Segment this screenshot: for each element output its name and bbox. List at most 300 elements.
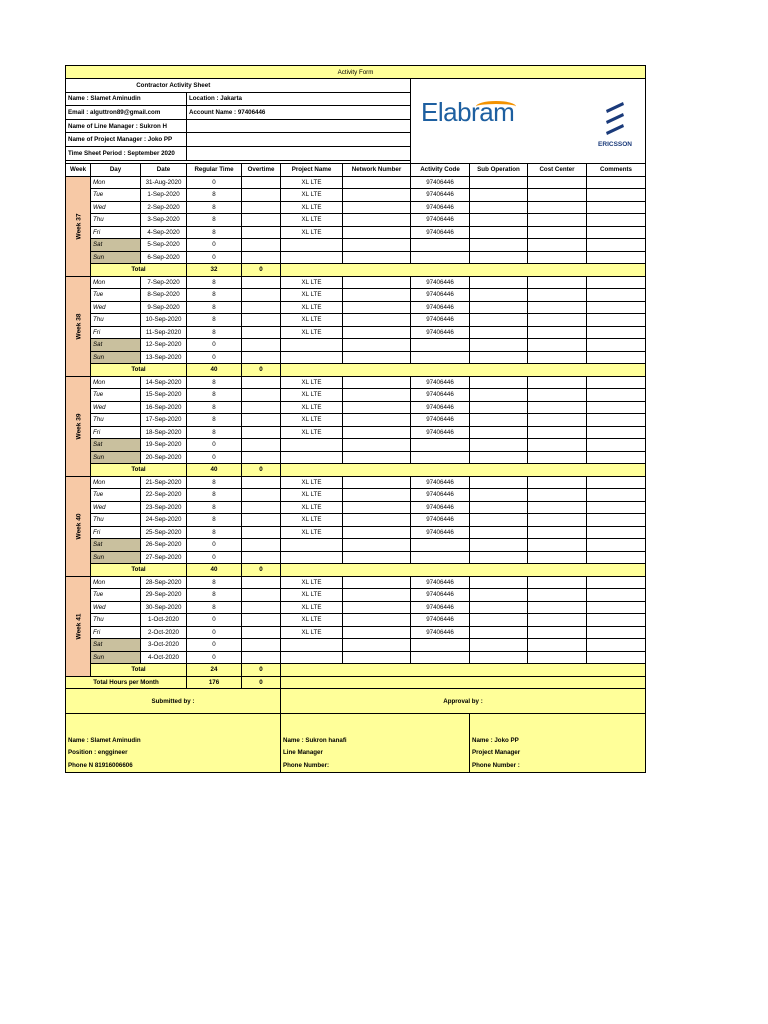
- date-cell: 6-Sep-2020: [141, 251, 187, 264]
- total-filler: [281, 464, 646, 477]
- day-cell: Thu: [91, 214, 141, 227]
- activity-code-cell: [411, 351, 470, 364]
- date-cell: 4-Oct-2020: [141, 651, 187, 664]
- column-header: Cost Center: [528, 164, 587, 177]
- signatory-position: Line Manager: [283, 749, 323, 756]
- project-name-cell: XL LTE: [281, 626, 343, 639]
- comments-cell: [587, 276, 646, 289]
- total-label: Total: [91, 264, 187, 277]
- sub-operation-cell: [470, 214, 528, 227]
- activity-code-cell: 97406446: [411, 389, 470, 402]
- network-number-cell: [343, 576, 411, 589]
- table-row: [66, 201, 646, 214]
- project-name-cell: XL LTE: [281, 289, 343, 302]
- comments-cell: [587, 176, 646, 189]
- cost-center-cell: [528, 214, 587, 227]
- comments-cell: [587, 451, 646, 464]
- table-row: [66, 651, 646, 664]
- network-number-cell: [343, 226, 411, 239]
- project-name-cell: [281, 451, 343, 464]
- sub-operation-cell: [470, 614, 528, 627]
- activity-code-cell: 97406446: [411, 301, 470, 314]
- week-label: Week 39: [66, 376, 91, 476]
- overtime-cell: [242, 451, 281, 464]
- overtime-cell: [242, 214, 281, 227]
- table-row: [66, 189, 646, 202]
- table-row: [66, 626, 646, 639]
- network-number-cell: [343, 401, 411, 414]
- comments-cell: [587, 201, 646, 214]
- overtime-cell: [242, 239, 281, 252]
- project-name-cell: XL LTE: [281, 176, 343, 189]
- project-name-cell: XL LTE: [281, 414, 343, 427]
- signatory-submitter: [66, 714, 281, 773]
- sub-operation-cell: [470, 589, 528, 602]
- comments-cell: [587, 214, 646, 227]
- network-number-cell: [343, 451, 411, 464]
- day-cell: Mon: [91, 176, 141, 189]
- sub-operation-cell: [470, 226, 528, 239]
- total-regular-time: 24: [187, 664, 242, 677]
- regular-time-cell: 0: [187, 239, 242, 252]
- submitted-by-label: Submitted by :: [66, 689, 281, 714]
- cost-center-cell: [528, 251, 587, 264]
- comments-cell: [587, 326, 646, 339]
- table-row: [66, 614, 646, 627]
- network-number-cell: [343, 276, 411, 289]
- sub-operation-cell: [470, 539, 528, 552]
- overtime-cell: [242, 639, 281, 652]
- overtime-cell: [242, 314, 281, 327]
- activity-code-cell: [411, 439, 470, 452]
- cost-center-cell: [528, 501, 587, 514]
- comments-cell: [587, 589, 646, 602]
- day-cell: Fri: [91, 626, 141, 639]
- cost-center-cell: [528, 589, 587, 602]
- overtime-cell: [242, 526, 281, 539]
- week-label: Week 38: [66, 276, 91, 376]
- regular-time-cell: 0: [187, 651, 242, 664]
- network-number-cell: [343, 539, 411, 552]
- network-number-cell: [343, 201, 411, 214]
- activity-code-cell: 97406446: [411, 626, 470, 639]
- project-name-cell: [281, 251, 343, 264]
- column-header: Project Name: [281, 164, 343, 177]
- table-row: [66, 551, 646, 564]
- network-number-cell: [343, 439, 411, 452]
- day-cell: Wed: [91, 501, 141, 514]
- network-number-cell: [343, 476, 411, 489]
- day-cell: Wed: [91, 401, 141, 414]
- network-number-cell: [343, 176, 411, 189]
- overtime-cell: [242, 301, 281, 314]
- network-number-cell: [343, 639, 411, 652]
- comments-cell: [587, 226, 646, 239]
- activity-code-cell: 97406446: [411, 326, 470, 339]
- date-cell: 25-Sep-2020: [141, 526, 187, 539]
- network-number-cell: [343, 301, 411, 314]
- network-number-cell: [343, 314, 411, 327]
- table-row: [66, 589, 646, 602]
- total-label: Total: [91, 464, 187, 477]
- network-number-cell: [343, 414, 411, 427]
- regular-time-cell: 8: [187, 314, 242, 327]
- cost-center-cell: [528, 314, 587, 327]
- date-cell: 14-Sep-2020: [141, 376, 187, 389]
- week-label: Week 37: [66, 176, 91, 276]
- cost-center-cell: [528, 601, 587, 614]
- table-row: [66, 451, 646, 464]
- comments-cell: [587, 489, 646, 502]
- overtime-cell: [242, 289, 281, 302]
- date-cell: 11-Sep-2020: [141, 326, 187, 339]
- project-name-cell: [281, 351, 343, 364]
- table-row: [66, 514, 646, 527]
- activity-code-cell: [411, 651, 470, 664]
- project-name-cell: XL LTE: [281, 326, 343, 339]
- table-row: [66, 239, 646, 252]
- project-name-cell: XL LTE: [281, 576, 343, 589]
- date-cell: 28-Sep-2020: [141, 576, 187, 589]
- network-number-cell: [343, 351, 411, 364]
- sub-operation-cell: [470, 376, 528, 389]
- comments-cell: [587, 626, 646, 639]
- overtime-cell: [242, 426, 281, 439]
- network-number-cell: [343, 601, 411, 614]
- network-number-cell: [343, 251, 411, 264]
- regular-time-cell: 8: [187, 276, 242, 289]
- table-row: [66, 276, 646, 289]
- total-overtime: 0: [242, 264, 281, 277]
- column-header: Activity Code: [411, 164, 470, 177]
- week-total-row: [66, 664, 646, 677]
- week-total-row: [66, 464, 646, 477]
- table-row: [66, 426, 646, 439]
- table-row: [66, 476, 646, 489]
- project-manager-field: Name of Project Manager : Joko PP: [66, 133, 187, 147]
- project-name-cell: XL LTE: [281, 301, 343, 314]
- sub-operation-cell: [470, 414, 528, 427]
- sub-operation-cell: [470, 401, 528, 414]
- date-cell: 12-Sep-2020: [141, 339, 187, 352]
- activity-code-cell: [411, 539, 470, 552]
- signatory-phone: Phone Number :: [472, 761, 520, 769]
- day-cell: Sun: [91, 551, 141, 564]
- cost-center-cell: [528, 539, 587, 552]
- regular-time-cell: 8: [187, 589, 242, 602]
- day-cell: Sun: [91, 651, 141, 664]
- regular-time-cell: 8: [187, 576, 242, 589]
- cost-center-cell: [528, 176, 587, 189]
- table-row: [66, 251, 646, 264]
- project-name-cell: XL LTE: [281, 526, 343, 539]
- regular-time-cell: 0: [187, 639, 242, 652]
- project-name-cell: XL LTE: [281, 514, 343, 527]
- cost-center-cell: [528, 326, 587, 339]
- cost-center-cell: [528, 239, 587, 252]
- table-row: [66, 326, 646, 339]
- regular-time-cell: 8: [187, 401, 242, 414]
- cost-center-cell: [528, 276, 587, 289]
- cost-center-cell: [528, 639, 587, 652]
- table-row: [66, 601, 646, 614]
- day-cell: Tue: [91, 589, 141, 602]
- day-cell: Tue: [91, 489, 141, 502]
- regular-time-cell: 8: [187, 526, 242, 539]
- network-number-cell: [343, 489, 411, 502]
- comments-cell: [587, 476, 646, 489]
- total-label: Total: [91, 564, 187, 577]
- cost-center-cell: [528, 576, 587, 589]
- column-header: Regular Time: [187, 164, 242, 177]
- signatory-name: Name : Sukron hanafi: [283, 736, 347, 744]
- day-cell: Wed: [91, 201, 141, 214]
- regular-time-cell: 0: [187, 551, 242, 564]
- activity-code-cell: 97406446: [411, 426, 470, 439]
- day-cell: Mon: [91, 276, 141, 289]
- cost-center-cell: [528, 351, 587, 364]
- date-cell: 29-Sep-2020: [141, 589, 187, 602]
- sub-operation-cell: [470, 339, 528, 352]
- column-header: Week: [66, 164, 91, 177]
- column-header: Date: [141, 164, 187, 177]
- network-number-cell: [343, 389, 411, 402]
- table-row: [66, 376, 646, 389]
- date-cell: 3-Oct-2020: [141, 639, 187, 652]
- table-row: [66, 501, 646, 514]
- name-field: Name : Slamet Aminudin: [66, 92, 187, 106]
- overtime-cell: [242, 589, 281, 602]
- sub-operation-cell: [470, 176, 528, 189]
- regular-time-cell: 0: [187, 339, 242, 352]
- comments-cell: [587, 576, 646, 589]
- network-number-cell: [343, 376, 411, 389]
- column-header: Sub Operation: [470, 164, 528, 177]
- date-cell: 5-Sep-2020: [141, 239, 187, 252]
- signatory-name: Name : Slamet Aminudin: [68, 736, 141, 744]
- table-row: [66, 176, 646, 189]
- day-cell: Fri: [91, 526, 141, 539]
- activity-code-cell: 97406446: [411, 414, 470, 427]
- network-number-cell: [343, 501, 411, 514]
- sheet-title: Contractor Activity Sheet: [66, 79, 281, 93]
- date-cell: 7-Sep-2020: [141, 276, 187, 289]
- email-field: Email : alguttron89@gmail.com: [66, 106, 187, 120]
- project-name-cell: [281, 651, 343, 664]
- column-header: Day: [91, 164, 141, 177]
- overtime-cell: [242, 276, 281, 289]
- project-name-cell: [281, 339, 343, 352]
- project-name-cell: [281, 539, 343, 552]
- sub-operation-cell: [470, 551, 528, 564]
- project-name-cell: [281, 551, 343, 564]
- comments-cell: [587, 614, 646, 627]
- comments-cell: [587, 189, 646, 202]
- project-name-cell: XL LTE: [281, 614, 343, 627]
- project-name-cell: XL LTE: [281, 314, 343, 327]
- comments-cell: [587, 239, 646, 252]
- date-cell: 30-Sep-2020: [141, 601, 187, 614]
- day-cell: Tue: [91, 289, 141, 302]
- day-cell: Sat: [91, 639, 141, 652]
- total-regular-time: 40: [187, 464, 242, 477]
- overtime-cell: [242, 476, 281, 489]
- sub-operation-cell: [470, 239, 528, 252]
- sub-operation-cell: [470, 301, 528, 314]
- overtime-cell: [242, 201, 281, 214]
- comments-cell: [587, 551, 646, 564]
- network-number-cell: [343, 651, 411, 664]
- total-regular-time: 32: [187, 264, 242, 277]
- column-header-row: [66, 164, 646, 177]
- table-row: [66, 576, 646, 589]
- cost-center-cell: [528, 651, 587, 664]
- regular-time-cell: 8: [187, 189, 242, 202]
- table-row: [66, 439, 646, 452]
- regular-time-cell: 8: [187, 426, 242, 439]
- day-cell: Sat: [91, 239, 141, 252]
- signatory-name: Name : Joko PP: [472, 736, 519, 744]
- day-cell: Wed: [91, 601, 141, 614]
- activity-code-cell: [411, 451, 470, 464]
- cost-center-cell: [528, 339, 587, 352]
- network-number-cell: [343, 526, 411, 539]
- regular-time-cell: 8: [187, 326, 242, 339]
- total-overtime: 0: [242, 564, 281, 577]
- comments-cell: [587, 389, 646, 402]
- sub-operation-cell: [470, 489, 528, 502]
- sub-operation-cell: [470, 476, 528, 489]
- column-header: Network Number: [343, 164, 411, 177]
- cost-center-cell: [528, 439, 587, 452]
- day-cell: Tue: [91, 389, 141, 402]
- date-cell: 26-Sep-2020: [141, 539, 187, 552]
- regular-time-cell: 8: [187, 376, 242, 389]
- table-row: [66, 351, 646, 364]
- overtime-cell: [242, 501, 281, 514]
- project-name-cell: XL LTE: [281, 376, 343, 389]
- project-name-cell: XL LTE: [281, 201, 343, 214]
- date-cell: 21-Sep-2020: [141, 476, 187, 489]
- comments-cell: [587, 514, 646, 527]
- network-number-cell: [343, 239, 411, 252]
- date-cell: 22-Sep-2020: [141, 489, 187, 502]
- cost-center-cell: [528, 376, 587, 389]
- activity-code-cell: 97406446: [411, 526, 470, 539]
- regular-time-cell: 8: [187, 501, 242, 514]
- comments-cell: [587, 639, 646, 652]
- signatory-position: Project Manager: [472, 749, 521, 756]
- table-row: [66, 414, 646, 427]
- signatory-project-manager: [470, 714, 646, 773]
- date-cell: 27-Sep-2020: [141, 551, 187, 564]
- overtime-cell: [242, 176, 281, 189]
- total-label: Total: [91, 664, 187, 677]
- cost-center-cell: [528, 226, 587, 239]
- overtime-cell: [242, 551, 281, 564]
- overtime-cell: [242, 439, 281, 452]
- column-header: Overtime: [242, 164, 281, 177]
- week-total-row: [66, 364, 646, 377]
- project-name-cell: XL LTE: [281, 276, 343, 289]
- cost-center-cell: [528, 514, 587, 527]
- overtime-cell: [242, 251, 281, 264]
- overtime-cell: [242, 226, 281, 239]
- signatory-phone: Phone N 81916006606: [68, 761, 133, 769]
- network-number-cell: [343, 214, 411, 227]
- activity-code-cell: 97406446: [411, 614, 470, 627]
- month-total-label: Total Hours per Month: [66, 676, 187, 689]
- overtime-cell: [242, 489, 281, 502]
- sub-operation-cell: [470, 389, 528, 402]
- sub-operation-cell: [470, 351, 528, 364]
- activity-code-cell: 97406446: [411, 226, 470, 239]
- activity-code-cell: [411, 239, 470, 252]
- ericsson-logo: ERICSSON: [593, 101, 637, 150]
- overtime-cell: [242, 651, 281, 664]
- overtime-cell: [242, 401, 281, 414]
- comments-cell: [587, 651, 646, 664]
- elabram-logo: Elabram: [421, 97, 515, 127]
- total-label: Total: [91, 364, 187, 377]
- day-cell: Mon: [91, 376, 141, 389]
- regular-time-cell: 8: [187, 214, 242, 227]
- activity-code-cell: 97406446: [411, 576, 470, 589]
- sub-operation-cell: [470, 189, 528, 202]
- total-overtime: 0: [242, 464, 281, 477]
- date-cell: 18-Sep-2020: [141, 426, 187, 439]
- sub-operation-cell: [470, 601, 528, 614]
- date-cell: 31-Aug-2020: [141, 176, 187, 189]
- table-row: [66, 214, 646, 227]
- regular-time-cell: 0: [187, 614, 242, 627]
- table-row: [66, 539, 646, 552]
- project-name-cell: XL LTE: [281, 214, 343, 227]
- sub-operation-cell: [470, 626, 528, 639]
- regular-time-cell: 8: [187, 226, 242, 239]
- regular-time-cell: 0: [187, 539, 242, 552]
- activity-code-cell: 97406446: [411, 601, 470, 614]
- day-cell: Sat: [91, 539, 141, 552]
- network-number-cell: [343, 551, 411, 564]
- table-row: [66, 639, 646, 652]
- activity-code-cell: 97406446: [411, 489, 470, 502]
- table-row: [66, 526, 646, 539]
- regular-time-cell: 0: [187, 626, 242, 639]
- sub-operation-cell: [470, 451, 528, 464]
- cost-center-cell: [528, 614, 587, 627]
- overtime-cell: [242, 351, 281, 364]
- date-cell: 8-Sep-2020: [141, 289, 187, 302]
- date-cell: 13-Sep-2020: [141, 351, 187, 364]
- regular-time-cell: 0: [187, 439, 242, 452]
- comments-cell: [587, 501, 646, 514]
- network-number-cell: [343, 189, 411, 202]
- date-cell: 2-Sep-2020: [141, 201, 187, 214]
- project-name-cell: XL LTE: [281, 426, 343, 439]
- project-name-cell: [281, 239, 343, 252]
- cost-center-cell: [528, 426, 587, 439]
- total-overtime: 0: [242, 664, 281, 677]
- sub-operation-cell: [470, 326, 528, 339]
- day-cell: Sun: [91, 251, 141, 264]
- date-cell: 3-Sep-2020: [141, 214, 187, 227]
- activity-code-cell: 97406446: [411, 401, 470, 414]
- table-row: [66, 489, 646, 502]
- comments-cell: [587, 339, 646, 352]
- table-row: [66, 339, 646, 352]
- regular-time-cell: 8: [187, 201, 242, 214]
